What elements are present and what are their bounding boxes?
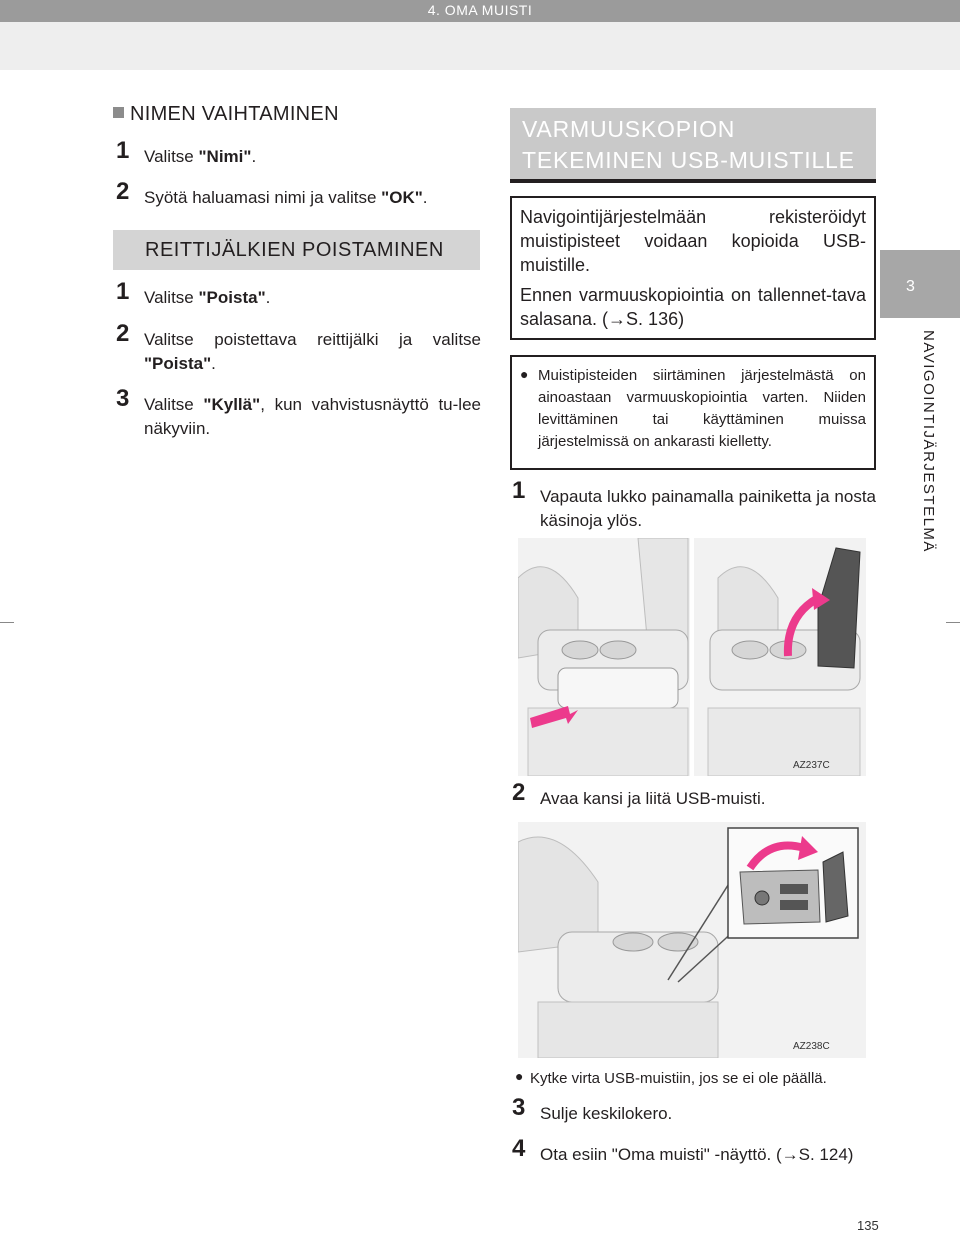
bullet-icon: ● — [520, 366, 529, 382]
info-paragraph: Navigointijärjestelmään rekisteröidyt muistipisteet voidaan kopioida USB-muistille. — [520, 207, 866, 275]
step-number: 2 — [116, 320, 130, 347]
step-number: 3 — [116, 385, 130, 412]
info-box — [510, 196, 876, 340]
step-number: 1 — [512, 477, 526, 504]
note-item — [512, 1068, 876, 1090]
chapter-title: 4. OMA MUISTI — [427, 2, 533, 18]
step-number: 1 — [116, 278, 130, 305]
step-item: 3 Valitse "Kyllä", kun vahvistusnäyttö tu-lee näkyviin. — [116, 385, 481, 438]
step-item: 1 Valitse "Nimi". — [116, 137, 257, 166]
crop-mark-right — [946, 622, 960, 623]
step-number: 1 — [116, 137, 130, 164]
image-code: AZ237C — [793, 760, 830, 771]
step-number: 3 — [512, 1094, 526, 1121]
section-title: VARMUUSKOPION TEKEMINEN USB-MUISTILLE — [522, 116, 855, 173]
section-title-box — [510, 108, 876, 183]
step-item: 2 Syötä haluamasi nimi ja valitse "OK". — [116, 178, 428, 207]
step-item: 2 Avaa kansi ja liitä USB-muisti. — [512, 779, 766, 808]
square-bullet-icon — [113, 107, 124, 118]
page-number: 135 — [857, 1218, 879, 1233]
section-title-bar — [113, 230, 480, 270]
bullet-icon: ● — [515, 1068, 524, 1084]
step-item: 1 Valitse "Poista". — [116, 278, 271, 307]
top-bar — [0, 0, 960, 22]
warning-box — [510, 355, 876, 470]
usb-port-illustration — [518, 822, 866, 1058]
info-paragraph: Ennen varmuuskopiointia on tallennet-tava salasana. (→S. 136) — [520, 285, 866, 329]
chapter-number: 3 — [906, 278, 915, 295]
chapter-tab — [880, 250, 960, 318]
step-item: 2 Valitse poistettava reittijälki ja valitse "Poista". — [116, 320, 481, 373]
warning-text: Muistipisteiden siirtäminen järjestelmästä on ainoastaan varmuuskopiointia varten. Niiden levittäminen tai käyttäminen muissa järjestelmissä on ankarasti kielletty. — [538, 367, 866, 450]
subsection-heading — [113, 103, 339, 126]
step-item: 4 Ota esiin "Oma muisti" -näyttö. (→S. 124) — [512, 1135, 854, 1164]
armrest-illustration — [518, 538, 866, 776]
header-band — [0, 22, 960, 70]
step-item: 1 Vapauta lukko painamalla painiketta ja nosta käsinoja ylös. — [512, 477, 876, 530]
section-title: REITTIJÄLKIEN POISTAMINEN — [145, 238, 444, 261]
step-number: 4 — [512, 1135, 526, 1162]
chapter-side-label: NAVIGOINTIJÄRJESTELMÄ — [920, 330, 937, 553]
subsection-heading-text: NIMEN VAIHTAMINEN — [130, 103, 339, 125]
step-number: 2 — [116, 178, 130, 205]
image-code: AZ238C — [793, 1041, 830, 1052]
step-item: 3 Sulje keskilokero. — [512, 1094, 673, 1123]
note-text: Kytke virta USB-muistiin, jos se ei ole päällä. — [530, 1070, 827, 1087]
crop-mark-left — [0, 622, 14, 623]
step-number: 2 — [512, 779, 526, 806]
